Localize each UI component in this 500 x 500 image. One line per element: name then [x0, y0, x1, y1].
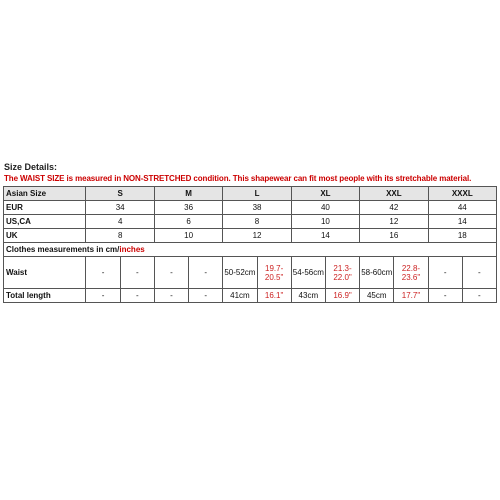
row-label: Total length [4, 289, 86, 303]
table-cell: 16.1" [257, 289, 291, 303]
section-label-inches: inches [119, 245, 145, 254]
row-label: Waist [4, 257, 86, 289]
size-m: M [154, 187, 222, 201]
table-cell: 43cm [291, 289, 325, 303]
table-row-eur [4, 201, 497, 215]
table-cell: - [189, 289, 223, 303]
table-cell: - [86, 289, 120, 303]
size-xxl: XXL [360, 187, 428, 201]
measurements-section-row [4, 243, 497, 257]
table-cell: 16 [360, 229, 428, 243]
size-xl: XL [291, 187, 359, 201]
table-cell: 16.9" [325, 289, 359, 303]
table-cell: 42 [360, 201, 428, 215]
table-row-total-length [4, 289, 497, 303]
table-cell: - [428, 257, 462, 289]
row-label: EUR [4, 201, 86, 215]
size-header-row [4, 187, 497, 201]
table-cell: 38 [223, 201, 291, 215]
table-cell: 22.8-23.6" [394, 257, 428, 289]
table-cell: - [462, 257, 496, 289]
row-label: UK [4, 229, 86, 243]
table-cell: - [189, 257, 223, 289]
table-cell: 21.3-22.0" [325, 257, 359, 289]
table-row-uk [4, 229, 497, 243]
table-cell: 36 [154, 201, 222, 215]
size-s: S [86, 187, 154, 201]
table-cell: 54-56cm [291, 257, 325, 289]
table-cell: 50-52cm [223, 257, 257, 289]
table-cell: 44 [428, 201, 496, 215]
table-row-us-ca [4, 215, 497, 229]
table-cell: - [462, 289, 496, 303]
table-cell: 14 [428, 215, 496, 229]
size-l: L [223, 187, 291, 201]
table-cell: 4 [86, 215, 154, 229]
size-chart-table [3, 186, 497, 303]
section-label-text: Clothes measurements in cm/ [6, 245, 120, 254]
table-cell: 45cm [360, 289, 394, 303]
table-cell: 8 [223, 215, 291, 229]
table-cell: 40 [291, 201, 359, 215]
waist-size-note: The WAIST SIZE is measured in NON-STRETCHED condition. This shapewear can fit most people with its stretchable material. [4, 174, 472, 183]
row-label: US,CA [4, 215, 86, 229]
size-xxxl: XXXL [428, 187, 496, 201]
table-cell: 10 [291, 215, 359, 229]
table-cell: - [120, 257, 154, 289]
header-label: Asian Size [4, 187, 86, 201]
table-cell: 17.7" [394, 289, 428, 303]
table-cell: - [86, 257, 120, 289]
size-details-heading: Size Details: [4, 162, 58, 172]
table-cell: 8 [86, 229, 154, 243]
table-cell: 12 [223, 229, 291, 243]
table-cell: 6 [154, 215, 222, 229]
table-cell: - [154, 257, 188, 289]
table-cell: 41cm [223, 289, 257, 303]
table-cell: 12 [360, 215, 428, 229]
section-label [4, 243, 497, 257]
table-cell: - [428, 289, 462, 303]
table-cell: 10 [154, 229, 222, 243]
table-cell: - [120, 289, 154, 303]
table-cell: 19.7-20.5" [257, 257, 291, 289]
table-cell: - [154, 289, 188, 303]
table-cell: 58-60cm [360, 257, 394, 289]
table-row-waist [4, 257, 497, 289]
table-cell: 18 [428, 229, 496, 243]
table-cell: 34 [86, 201, 154, 215]
table-cell: 14 [291, 229, 359, 243]
